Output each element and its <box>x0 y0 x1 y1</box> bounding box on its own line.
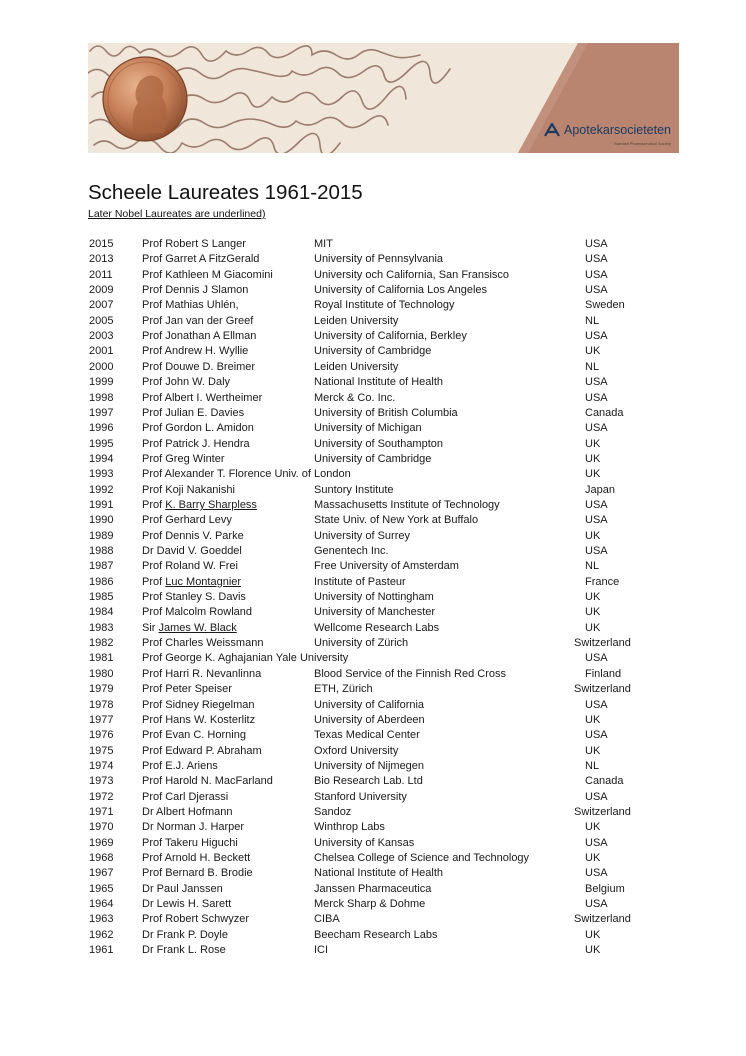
laureate-country: Switzerland <box>574 805 631 818</box>
document-title: Scheele Laureates 1961-2015 <box>88 181 363 204</box>
laureate-name-text: Prof George K. Aghajanian Yale University <box>142 652 349 665</box>
laureate-name <box>142 329 256 344</box>
laureate-institution: University of Kansas <box>314 836 415 849</box>
laureate-name-text: Prof Hans W. Kosterlitz <box>142 713 256 726</box>
laureate-name <box>142 667 261 682</box>
laureate-country: Japan <box>585 483 615 496</box>
laureate-name <box>142 283 248 298</box>
laureate-year: 1971 <box>89 805 114 818</box>
laureate-name-text: Prof <box>142 498 166 511</box>
laureate-year: 1963 <box>89 913 114 926</box>
laureate-row <box>0 268 746 283</box>
laureate-institution: University of Manchester <box>314 606 436 619</box>
laureate-name-text: Prof Julian E. Davies <box>142 406 245 419</box>
laureate-year: 1961 <box>89 944 114 957</box>
laureate-year: 1965 <box>89 882 114 895</box>
laureate-year: 1975 <box>89 744 114 757</box>
laureate-row <box>0 897 746 912</box>
laureate-row <box>0 621 746 636</box>
laureate-row <box>0 805 746 820</box>
laureate-name-text: Prof Andrew H. Wyllie <box>142 345 249 358</box>
laureate-year: 1983 <box>89 621 114 634</box>
laureate-name <box>142 866 253 881</box>
laureate-row <box>0 682 746 697</box>
laureate-row <box>0 437 746 452</box>
laureate-year: 1985 <box>89 591 114 604</box>
laureate-country: Canada <box>585 775 624 788</box>
laureate-row <box>0 283 746 298</box>
laureate-year: 2003 <box>89 330 114 343</box>
laureate-name <box>142 360 255 375</box>
laureate-name-text: Prof Malcolm Rowland <box>142 606 253 619</box>
laureate-name-text: Prof Stanley S. Davis <box>142 591 246 604</box>
laureate-country: Switzerland <box>574 637 631 650</box>
laureate-year: 1990 <box>89 514 114 527</box>
laureate-year: 1992 <box>89 483 114 496</box>
laureate-name <box>142 437 250 452</box>
laureate-country: USA <box>585 698 608 711</box>
laureate-name <box>142 851 250 866</box>
laureate-institution: State Univ. of New York at Buffalo <box>314 514 479 527</box>
laureate-name <box>142 682 232 697</box>
laureate-row <box>0 314 746 329</box>
laureate-institution: Winthrop Labs <box>314 821 385 834</box>
laureate-row <box>0 836 746 851</box>
laureate-year: 2009 <box>89 284 114 297</box>
laureate-year: 1974 <box>89 759 114 772</box>
laureate-name <box>142 912 249 927</box>
laureate-country: Belgium <box>585 882 625 895</box>
laureate-country: USA <box>585 545 608 557</box>
laureate-country: USA <box>585 330 608 343</box>
laureate-institution: Leiden University <box>314 314 399 327</box>
laureate-institution: Blood Service of the Finnish Red Cross <box>314 667 506 680</box>
laureate-name <box>142 590 246 605</box>
laureate-institution: University of Aberdeen <box>314 713 425 726</box>
brand-tagline: Swedish Pharmaceutical Society <box>614 142 671 146</box>
laureate-name <box>142 698 255 713</box>
laureate-row <box>0 298 746 313</box>
laureate-name-text: Dr David V. Goeddel <box>142 545 242 557</box>
laureate-country: USA <box>585 514 608 527</box>
laureate-row <box>0 375 746 390</box>
laureate-country: USA <box>585 268 608 281</box>
laureate-name-text: Prof <box>142 575 166 588</box>
laureate-row <box>0 483 746 498</box>
laureate-institution: University of Michigan <box>314 422 422 435</box>
laureate-year: 2013 <box>89 253 114 266</box>
laureate-name <box>142 237 246 252</box>
laureate-country: UK <box>585 852 601 864</box>
laureate-name <box>142 252 259 267</box>
laureate-year: 1964 <box>89 898 114 911</box>
laureate-name <box>142 728 246 743</box>
laureate-institution: Wellcome Research Labs <box>314 621 440 634</box>
laureate-institution: Janssen Pharmaceutica <box>314 882 432 895</box>
laureate-institution: Texas Medical Center <box>314 729 420 742</box>
laureate-country: Switzerland <box>574 913 631 926</box>
laureate-institution: University och California, San Fransisco <box>314 268 510 281</box>
laureate-row <box>0 513 746 528</box>
laureate-name <box>142 406 244 421</box>
header-banner <box>88 43 679 153</box>
laureate-year: 1982 <box>89 637 114 650</box>
laureate-name <box>142 621 237 636</box>
laureate-name <box>142 498 257 513</box>
laureate-name-text: Dr Frank P. Doyle <box>142 928 228 941</box>
laureate-row <box>0 559 746 574</box>
laureate-row <box>0 943 746 958</box>
laureate-name <box>142 759 218 774</box>
laureate-name-text: Sir <box>142 621 159 634</box>
laureate-row <box>0 744 746 759</box>
laureate-country: UK <box>585 821 601 834</box>
laureate-row <box>0 774 746 789</box>
laureate-name <box>142 605 252 620</box>
laureate-year: 1978 <box>89 698 114 711</box>
laureate-institution: CIBA <box>314 913 340 926</box>
laureate-country: USA <box>585 729 608 742</box>
laureate-name-text: Prof Albert I. Wertheimer <box>142 391 263 404</box>
laureate-name-text: Prof Kathleen M Giacomini <box>142 268 273 281</box>
laureate-name <box>142 651 348 666</box>
laureate-country: USA <box>585 253 608 266</box>
laureate-row <box>0 406 746 421</box>
laureate-row <box>0 498 746 513</box>
laureate-year: 1976 <box>89 729 114 742</box>
laureate-country: Finland <box>585 667 622 680</box>
laureate-year: 1989 <box>89 529 114 542</box>
laureate-country: UK <box>585 928 601 941</box>
laureate-institution: University of Pennsylvania <box>314 253 444 266</box>
laureate-name-text: Prof Arnold H. Beckett <box>142 852 251 864</box>
laureate-year: 1988 <box>89 545 114 557</box>
laureate-row <box>0 605 746 620</box>
laureate-name-text: Prof Douwe D. Breimer <box>142 360 256 373</box>
laureate-row <box>0 575 746 590</box>
laureate-name-text: Prof Greg Winter <box>142 452 225 465</box>
laureate-row <box>0 713 746 728</box>
laureate-name <box>142 559 238 574</box>
laureate-name-text: Prof Robert S Langer <box>142 238 246 250</box>
laureate-country: Canada <box>585 406 624 419</box>
laureate-country: NL <box>585 560 600 573</box>
laureate-country: USA <box>585 836 608 849</box>
laureate-country: UK <box>585 437 601 450</box>
laureate-institution: University of Nijmegen <box>314 759 425 772</box>
laureate-institution: Oxford University <box>314 744 399 757</box>
laureate-row <box>0 851 746 866</box>
laureate-row <box>0 344 746 359</box>
laureate-name-text: Prof Carl Djerassi <box>142 790 229 803</box>
laureate-country: UK <box>585 591 601 604</box>
laureate-row <box>0 391 746 406</box>
laureate-row <box>0 360 746 375</box>
laureate-country: USA <box>585 284 608 297</box>
laureate-name-text: Prof Takeru Higuchi <box>142 836 238 849</box>
laureate-name-text: Prof E.J. Ariens <box>142 759 218 772</box>
laureate-name <box>142 882 223 897</box>
laureate-name-text: Prof Sidney Riegelman <box>142 698 255 711</box>
laureate-name-text: Prof Harri R. Nevanlinna <box>142 667 262 680</box>
laureate-name <box>142 268 273 283</box>
laureate-name-text: Prof Evan C. Horning <box>142 729 246 742</box>
laureate-year: 1981 <box>89 652 114 665</box>
laureate-row <box>0 759 746 774</box>
laureate-country: UK <box>585 468 601 481</box>
laureate-name <box>142 836 238 851</box>
laureate-year: 1998 <box>89 391 114 404</box>
laureate-country: NL <box>585 314 600 327</box>
laureate-row <box>0 698 746 713</box>
laureate-name <box>142 820 244 835</box>
laureate-name <box>142 344 248 359</box>
laureate-institution: Beecham Research Labs <box>314 928 438 941</box>
laureate-country: UK <box>585 606 601 619</box>
laureate-name-text: Prof Harold N. MacFarland <box>142 775 273 788</box>
laureate-country: USA <box>585 422 608 435</box>
laureate-country: USA <box>585 238 608 250</box>
laureate-name-text: Prof Dennis J Slamon <box>142 284 249 297</box>
laureate-institution: Royal Institute of Technology <box>314 299 455 312</box>
laureate-name <box>142 298 239 313</box>
laureate-country: France <box>585 575 620 588</box>
laureate-year: 1980 <box>89 667 114 680</box>
laureate-year: 1973 <box>89 775 114 788</box>
laureate-row <box>0 882 746 897</box>
laureate-institution: Leiden University <box>314 360 399 373</box>
laureate-country: USA <box>585 790 608 803</box>
laureate-country: USA <box>585 652 608 665</box>
nobel-laureate-name: K. Barry Sharpless <box>165 498 257 511</box>
laureate-name-text: Dr Paul Janssen <box>142 882 223 895</box>
laureate-year: 1967 <box>89 867 114 880</box>
laureate-year: 1979 <box>89 683 114 696</box>
laureate-institution: Genentech Inc. <box>314 545 389 557</box>
laureate-name-text: Prof Garret A FitzGerald <box>142 253 260 266</box>
laureate-institution: Chelsea College of Science and Technology <box>314 852 530 864</box>
laureate-name <box>142 375 230 390</box>
laureate-country: UK <box>585 529 601 542</box>
laureate-name <box>142 713 255 728</box>
laureate-name-text: Dr Frank L. Rose <box>142 944 226 957</box>
laureate-name <box>142 513 232 528</box>
laureate-institution: Suntory Institute <box>314 483 394 496</box>
laureate-country: NL <box>585 360 600 373</box>
laureate-name <box>142 314 253 329</box>
laureate-year: 1997 <box>89 406 114 419</box>
laureate-year: 1962 <box>89 928 114 941</box>
laureate-institution: University of Zürich <box>314 637 409 650</box>
laureate-name-text: Prof Dennis V. Parke <box>142 529 244 542</box>
laureate-country: NL <box>585 759 600 772</box>
laureate-country: USA <box>585 498 608 511</box>
nobel-laureate-name: Luc Montagnier <box>165 575 242 588</box>
laureate-country: UK <box>585 345 601 358</box>
laureate-year: 2007 <box>89 299 114 312</box>
laureate-year: 2001 <box>89 345 114 358</box>
document-subtitle: Later Nobel Laureates are underlined) <box>88 208 266 220</box>
laureate-institution: University of California, Berkley <box>314 330 467 343</box>
laureate-row <box>0 529 746 544</box>
laureate-year: 1984 <box>89 606 114 619</box>
laureate-year: 1987 <box>89 560 114 573</box>
laureate-country: Switzerland <box>574 683 631 696</box>
laureate-name-text: Prof Jan van der Greef <box>142 314 254 327</box>
laureate-row <box>0 452 746 467</box>
laureate-country: USA <box>585 391 608 404</box>
laureate-name-text: Prof Roland W. Frei <box>142 560 238 573</box>
laureate-year: 1996 <box>89 422 114 435</box>
laureate-row <box>0 912 746 927</box>
laureate-name <box>142 452 225 467</box>
laureate-name-text: Prof Charles Weissmann <box>142 637 264 650</box>
laureate-name <box>142 805 232 820</box>
laureate-name-text: Prof Peter Speiser <box>142 683 232 696</box>
laureate-row <box>0 467 746 482</box>
brand-logo <box>544 123 671 137</box>
laureate-name-text: Prof Jonathan A Ellman <box>142 330 257 343</box>
laureate-institution: Free University of Amsterdam <box>314 560 459 573</box>
laureate-institution: University of California Los Angeles <box>314 284 488 297</box>
laureate-name-text: Dr Albert Hofmann <box>142 805 233 818</box>
laureate-institution: ICI <box>314 944 329 957</box>
laureate-name-text: Prof Koji Nakanishi <box>142 483 235 496</box>
laureate-name <box>142 790 228 805</box>
laureate-institution: University of Surrey <box>314 529 410 542</box>
laureate-name-text: Prof John W. Daly <box>142 376 231 389</box>
laureate-row <box>0 651 746 666</box>
laureate-row <box>0 636 746 651</box>
laureate-institution: ETH, Zürich <box>314 683 373 696</box>
laureate-row <box>0 928 746 943</box>
laureate-year: 2005 <box>89 314 114 327</box>
laureate-institution: University of Cambridge <box>314 452 432 465</box>
nobel-laureate-name: James W. Black <box>158 621 237 634</box>
laureate-row <box>0 866 746 881</box>
laureate-institution: Merck Sharp & Dohme <box>314 898 426 911</box>
laureate-name-text: Dr Norman J. Harper <box>142 821 245 834</box>
laureate-institution: University of California <box>314 698 425 711</box>
laureate-name-text: Prof Bernard B. Brodie <box>142 867 253 880</box>
laureate-name <box>142 529 244 544</box>
laureate-year: 1970 <box>89 821 114 834</box>
brand-name: Apotekarsocieteten <box>563 123 671 137</box>
laureate-year: 2011 <box>89 268 113 281</box>
laureate-name <box>142 943 226 958</box>
laureate-institution: University of Southampton <box>314 437 444 450</box>
laureate-country: USA <box>585 376 608 389</box>
laureate-country: UK <box>585 621 601 634</box>
laureate-row <box>0 590 746 605</box>
laureate-name <box>142 421 254 436</box>
laureate-name <box>142 928 228 943</box>
laureate-year: 1993 <box>89 468 114 481</box>
laureate-name <box>142 636 263 651</box>
laureate-name <box>142 897 231 912</box>
laureate-year: 1977 <box>89 713 114 726</box>
laureate-name <box>142 467 351 482</box>
laureate-institution: University of British Columbia <box>314 406 458 419</box>
laureate-year: 1991 <box>89 498 114 511</box>
laureate-name <box>142 544 242 559</box>
laureate-name <box>142 774 273 789</box>
laureate-year: 1972 <box>89 790 114 803</box>
laureate-country: UK <box>585 744 601 757</box>
laureate-year: 1994 <box>89 452 114 465</box>
laureate-name <box>142 483 235 498</box>
laureate-row <box>0 820 746 835</box>
laureate-name-text: Prof Patrick J. Hendra <box>142 437 250 450</box>
laureate-row <box>0 790 746 805</box>
laureate-name <box>142 744 262 759</box>
laureate-country: USA <box>585 867 608 880</box>
laureate-name-text: Prof Robert Schwyzer <box>142 913 249 926</box>
laureate-name-text: Prof Gerhard Levy <box>142 514 232 527</box>
laureate-year: 1995 <box>89 437 114 450</box>
laureate-country: UK <box>585 944 601 957</box>
laureate-name-text: Prof Edward P. Abraham <box>142 744 262 757</box>
laureate-name <box>142 391 262 406</box>
laureate-row <box>0 329 746 344</box>
laureate-row <box>0 237 746 252</box>
laureate-row <box>0 421 746 436</box>
laureate-country: Sweden <box>585 299 625 312</box>
laureate-year: 2015 <box>89 238 114 250</box>
laureate-name-text: Prof Alexander T. Florence Univ. of London <box>142 468 351 481</box>
laureate-name <box>142 575 241 590</box>
laureate-row <box>0 252 746 267</box>
laureate-year: 1969 <box>89 836 114 849</box>
laureate-institution: Stanford University <box>314 790 407 803</box>
laureate-name-text: Prof Gordon L. Amidon <box>142 422 254 435</box>
laureate-country: UK <box>585 713 601 726</box>
laureate-name-text: Dr Lewis H. Sarett <box>142 898 232 911</box>
laureate-year: 1986 <box>89 575 114 588</box>
laureate-institution: Merck & Co. Inc. <box>314 391 396 404</box>
pharmacy-a-icon <box>544 123 560 137</box>
laureate-institution: Institute of Pasteur <box>314 575 406 588</box>
laureate-institution: MIT <box>314 238 333 250</box>
laureate-row <box>0 667 746 682</box>
laureate-year: 2000 <box>89 360 114 373</box>
laureate-year: 1999 <box>89 376 114 389</box>
laureate-institution: National Institute of Health <box>314 867 444 880</box>
laureate-row <box>0 728 746 743</box>
laureate-institution: University of Cambridge <box>314 345 432 358</box>
laureate-institution: National Institute of Health <box>314 376 444 389</box>
laureate-country: USA <box>585 898 608 911</box>
laureate-year: 1968 <box>89 852 114 864</box>
laureate-institution: Bio Research Lab. Ltd <box>314 775 423 788</box>
laureate-institution: University of Nottingham <box>314 591 434 604</box>
laureate-name-text: Prof Mathias Uhlén, <box>142 299 239 312</box>
laureate-country: UK <box>585 452 601 465</box>
laureate-row <box>0 544 746 559</box>
laureate-institution: Massachusetts Institute of Technology <box>314 498 500 511</box>
laureate-institution: Sandoz <box>314 805 352 818</box>
